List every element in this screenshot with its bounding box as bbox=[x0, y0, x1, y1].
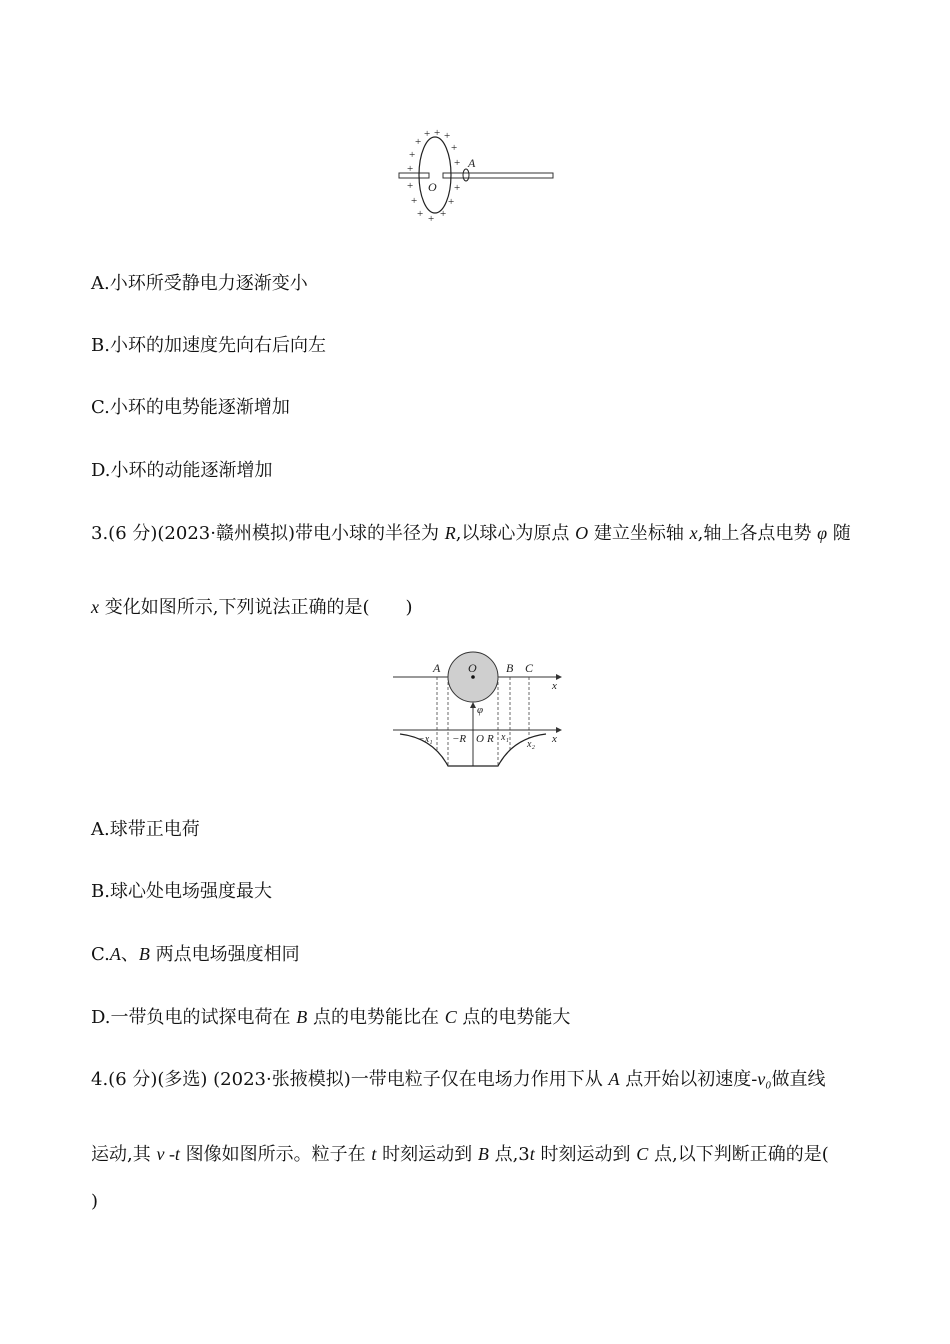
q2-option-a[interactable]: A.小环所受静电力逐渐变小 bbox=[91, 273, 308, 294]
svg-text:+: + bbox=[454, 182, 461, 194]
svg-text:+: + bbox=[424, 128, 431, 140]
svg-text:O: O bbox=[468, 661, 477, 675]
q4-stem-line2: 运动,其 v -t 图像如图所示。粒子在 t 时刻运动到 B 点,3t 时刻运动到 C 点,以下判断正确的是( bbox=[91, 1144, 829, 1165]
svg-text:x₂: x₂ bbox=[527, 739, 535, 750]
q2-option-c[interactable]: C.小环的电势能逐渐增加 bbox=[91, 397, 290, 418]
label-A: A bbox=[468, 156, 476, 170]
svg-text:+: + bbox=[434, 127, 441, 139]
svg-text:+: + bbox=[407, 163, 414, 175]
sphere-potential-figure bbox=[388, 650, 578, 775]
sphere-center bbox=[471, 675, 475, 679]
svg-text:x: x bbox=[552, 680, 557, 692]
label-O: O bbox=[428, 180, 437, 194]
q3-option-a[interactable]: A.球带正电荷 bbox=[91, 819, 200, 840]
q2-option-b[interactable]: B.小环的加速度先向右后向左 bbox=[91, 335, 326, 356]
svg-text:−R: −R bbox=[452, 733, 467, 745]
svg-text:φ: φ bbox=[477, 704, 484, 716]
q3-option-d[interactable]: D.一带负电的试探电荷在 B 点的电势能比在 C 点的电势能大 bbox=[91, 1007, 571, 1028]
svg-text:+: + bbox=[444, 130, 451, 142]
q3-stem-line1: 3.(6 分)(2023·赣州模拟)带电小球的半径为 R,以球心为原点 O 建立坐标轴 x,轴上各点电势 φ 随 bbox=[91, 523, 851, 544]
svg-text:+: + bbox=[417, 208, 424, 220]
svg-text:+: + bbox=[407, 180, 414, 192]
q3-option-c[interactable]: C.A、B 两点电场强度相同 bbox=[91, 944, 300, 965]
svg-text:+: + bbox=[415, 136, 422, 148]
svg-text:+: + bbox=[411, 195, 418, 207]
svg-text:+: + bbox=[448, 196, 455, 208]
q3-stem-line2: x 变化如图所示,下列说法正确的是( ) bbox=[91, 597, 413, 618]
ring-rod-figure bbox=[395, 125, 560, 225]
rod-right bbox=[443, 173, 553, 178]
q2-option-d[interactable]: D.小环的动能逐渐增加 bbox=[91, 460, 273, 481]
svg-text:−x₁: −x₁ bbox=[418, 734, 433, 745]
svg-text:+: + bbox=[409, 149, 416, 161]
svg-text:x: x bbox=[552, 733, 557, 745]
q4-stem-line1: 4.(6 分)(多选) (2023·张掖模拟)一带电粒子仅在电场力作用下从 A 点开始以初速度-v₀做直线 bbox=[91, 1069, 826, 1090]
svg-text:A: A bbox=[433, 661, 441, 675]
svg-text:B: B bbox=[506, 661, 514, 675]
svg-text:+: + bbox=[428, 213, 435, 225]
svg-text:+: + bbox=[451, 142, 458, 154]
rod-left bbox=[399, 173, 429, 178]
svg-text:x₁: x₁ bbox=[501, 732, 509, 743]
svg-text:+: + bbox=[454, 157, 461, 169]
svg-text:O: O bbox=[476, 733, 484, 745]
q4-stem-line3: ) bbox=[91, 1191, 99, 1212]
svg-text:C: C bbox=[525, 661, 534, 675]
q3-option-b[interactable]: B.球心处电场强度最大 bbox=[91, 881, 272, 902]
svg-text:R: R bbox=[487, 733, 494, 745]
svg-text:+: + bbox=[440, 208, 447, 220]
